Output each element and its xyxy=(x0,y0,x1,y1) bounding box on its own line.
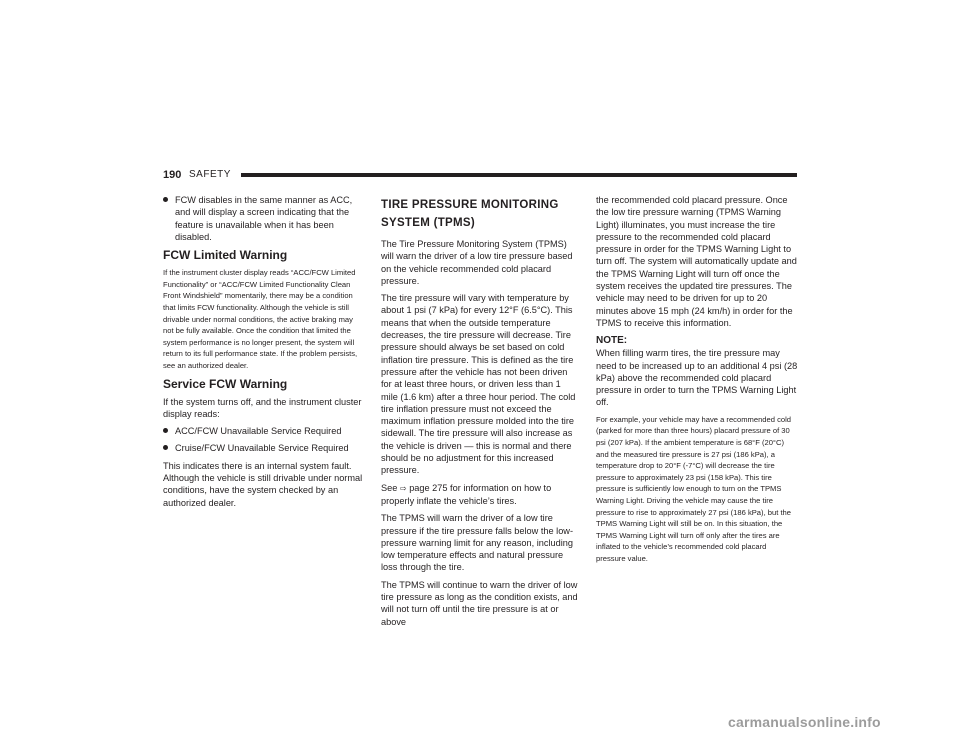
bullet-item xyxy=(163,425,365,437)
bullet-icon xyxy=(163,445,168,450)
note-body: When filling warm tires, the tire pressure may need to be increased up to an additional 4 psi (28 kPa) above the recommended cold placard pressure in order to turn the TPMS Warning Light off. xyxy=(596,348,798,408)
page-header xyxy=(163,169,797,189)
paragraph-tpms-4: The TPMS will warn the driver of a low tire pressure if the tire pressure falls below the low-pressure warning limit for any reason, including low temperature effects and natural pressure loss through the tire. xyxy=(381,513,574,573)
bullet-text: ACC/FCW Unavailable Service Required xyxy=(175,426,342,437)
heading-tpms-line2: SYSTEM (TPMS) xyxy=(381,217,475,229)
bullet-icon xyxy=(163,428,168,433)
paragraph-tpms-6: the recommended cold placard pressure. Once the low tire pressure warning (TPMS Warning Light) illuminates, you must increase the tire pressure to the recommended cold placard pressure in order for the TPMS Warning Light to turn off. The system will automatically update and the TPMS Warning Light will turn off once the system receives the updated tire pressures. The vehicle may need to be driven for up to 20 minutes above 15 mph (24 km/h) in order for the TPMS to receive this information. xyxy=(596,195,797,328)
heading-fcw-limited-warning: FCW Limited Warning xyxy=(163,248,288,263)
heading-service-fcw-warning: Service FCW Warning xyxy=(163,376,288,391)
bullet-item xyxy=(163,442,365,454)
paragraph-service-intro: If the system turns off, and the instrument cluster display reads: xyxy=(163,396,362,419)
paragraph-tpms-2: The tire pressure will vary with temperature by about 1 psi (7 kPa) for every 12°F (6.5°C). This means that when the outside temperature decreases, the tire pressure will decrease. Tire pressure should always be set based on cold inflation tire pressure. This is defined as the tire pressure after the vehicle has not been driven for at least three hours, or driven less than 1 mile (1.6 km) after a three hour period. The cold tire inflation pressure must not exceed the maximum inflation pressure molded into the tire sidewall. The tire pressure will also increase as the vehicle is driven — this is normal and there should be no adjustment for this increased pressure. xyxy=(381,293,576,476)
bullet-icon xyxy=(163,197,168,202)
section-title: SAFETY xyxy=(189,169,231,180)
note-label: NOTE: xyxy=(596,335,628,347)
bullet-text: Cruise/FCW Unavailable Service Required xyxy=(175,443,349,454)
paragraph-tpms-1: The Tire Pressure Monitoring System (TPMS) will warn the driver of a low tire pressure based on the vehicle recommended cold placard pressure. xyxy=(381,239,573,286)
page-number: 190 xyxy=(163,169,182,181)
paragraph-fcw-limited: If the instrument cluster display reads “ACC/FCW Limited Functionality” or “ACC/FCW Limited Functionality Clean Front Windshield” momentarily, there may be a condition that limits FCW functionality. Although the vehicle is still drivable under normal conditions, the active braking may not be fully available. Once the condition that limited the system performance is no longer present, the system will return to its full performance state. If the problem persists, see an authorized dealer. xyxy=(163,268,358,370)
heading-tpms-line1: TIRE PRESSURE MONITORING xyxy=(381,199,559,211)
column-1 xyxy=(163,194,365,514)
bullet-text: FCW disables in the same manner as ACC, and will display a screen indicating that the feature is unavailable when it has been disabled. xyxy=(175,195,353,242)
heading-tpms xyxy=(381,196,580,232)
column-3 xyxy=(596,194,798,569)
paragraph-tpms-3 xyxy=(381,482,580,508)
paragraph-example: For example, your vehicle may have a recommended cold (parked for more than three hours) placard pressure of 30 psi (207 kPa). If the ambient temperature is 68°F (20°C) and the measured tire pressure is 27 psi (186 kPa), a temperature drop to 20°F (-7°C) will decrease the tire pressure to approximately 23 psi (158 kPa). This tire pressure is sufficiently low enough to turn on the TPMS Warning Light. Driving the vehicle may cause the tire pressure to rise to approximately 27 psi (186 kPa), but the TPMS Warning Light will still be on. In this situation, the TPMS Warning Light will turn off only after the tires are inflated to the vehicle’s recommended cold placard pressure value. xyxy=(596,414,792,563)
see-text: See xyxy=(381,482,398,493)
bullet-item xyxy=(163,194,365,243)
page-reference-link[interactable]: page 275 for information on how to properly inflate the vehicle’s tires. xyxy=(381,482,552,506)
watermark: carmanualsonline.info xyxy=(728,714,881,730)
paragraph-service-body: This indicates there is an internal system fault. Although the vehicle is still drivable under normal conditions, have the system checked by an authorized dealer. xyxy=(163,460,363,508)
paragraph-tpms-5: The TPMS will continue to warn the driver of low tire pressure as long as the condition exists, and will not turn off until the tire pressure is at or above xyxy=(381,579,578,627)
arrow-right-icon: ⇨ xyxy=(399,483,407,493)
header-rule xyxy=(241,173,797,177)
column-2 xyxy=(381,194,580,633)
